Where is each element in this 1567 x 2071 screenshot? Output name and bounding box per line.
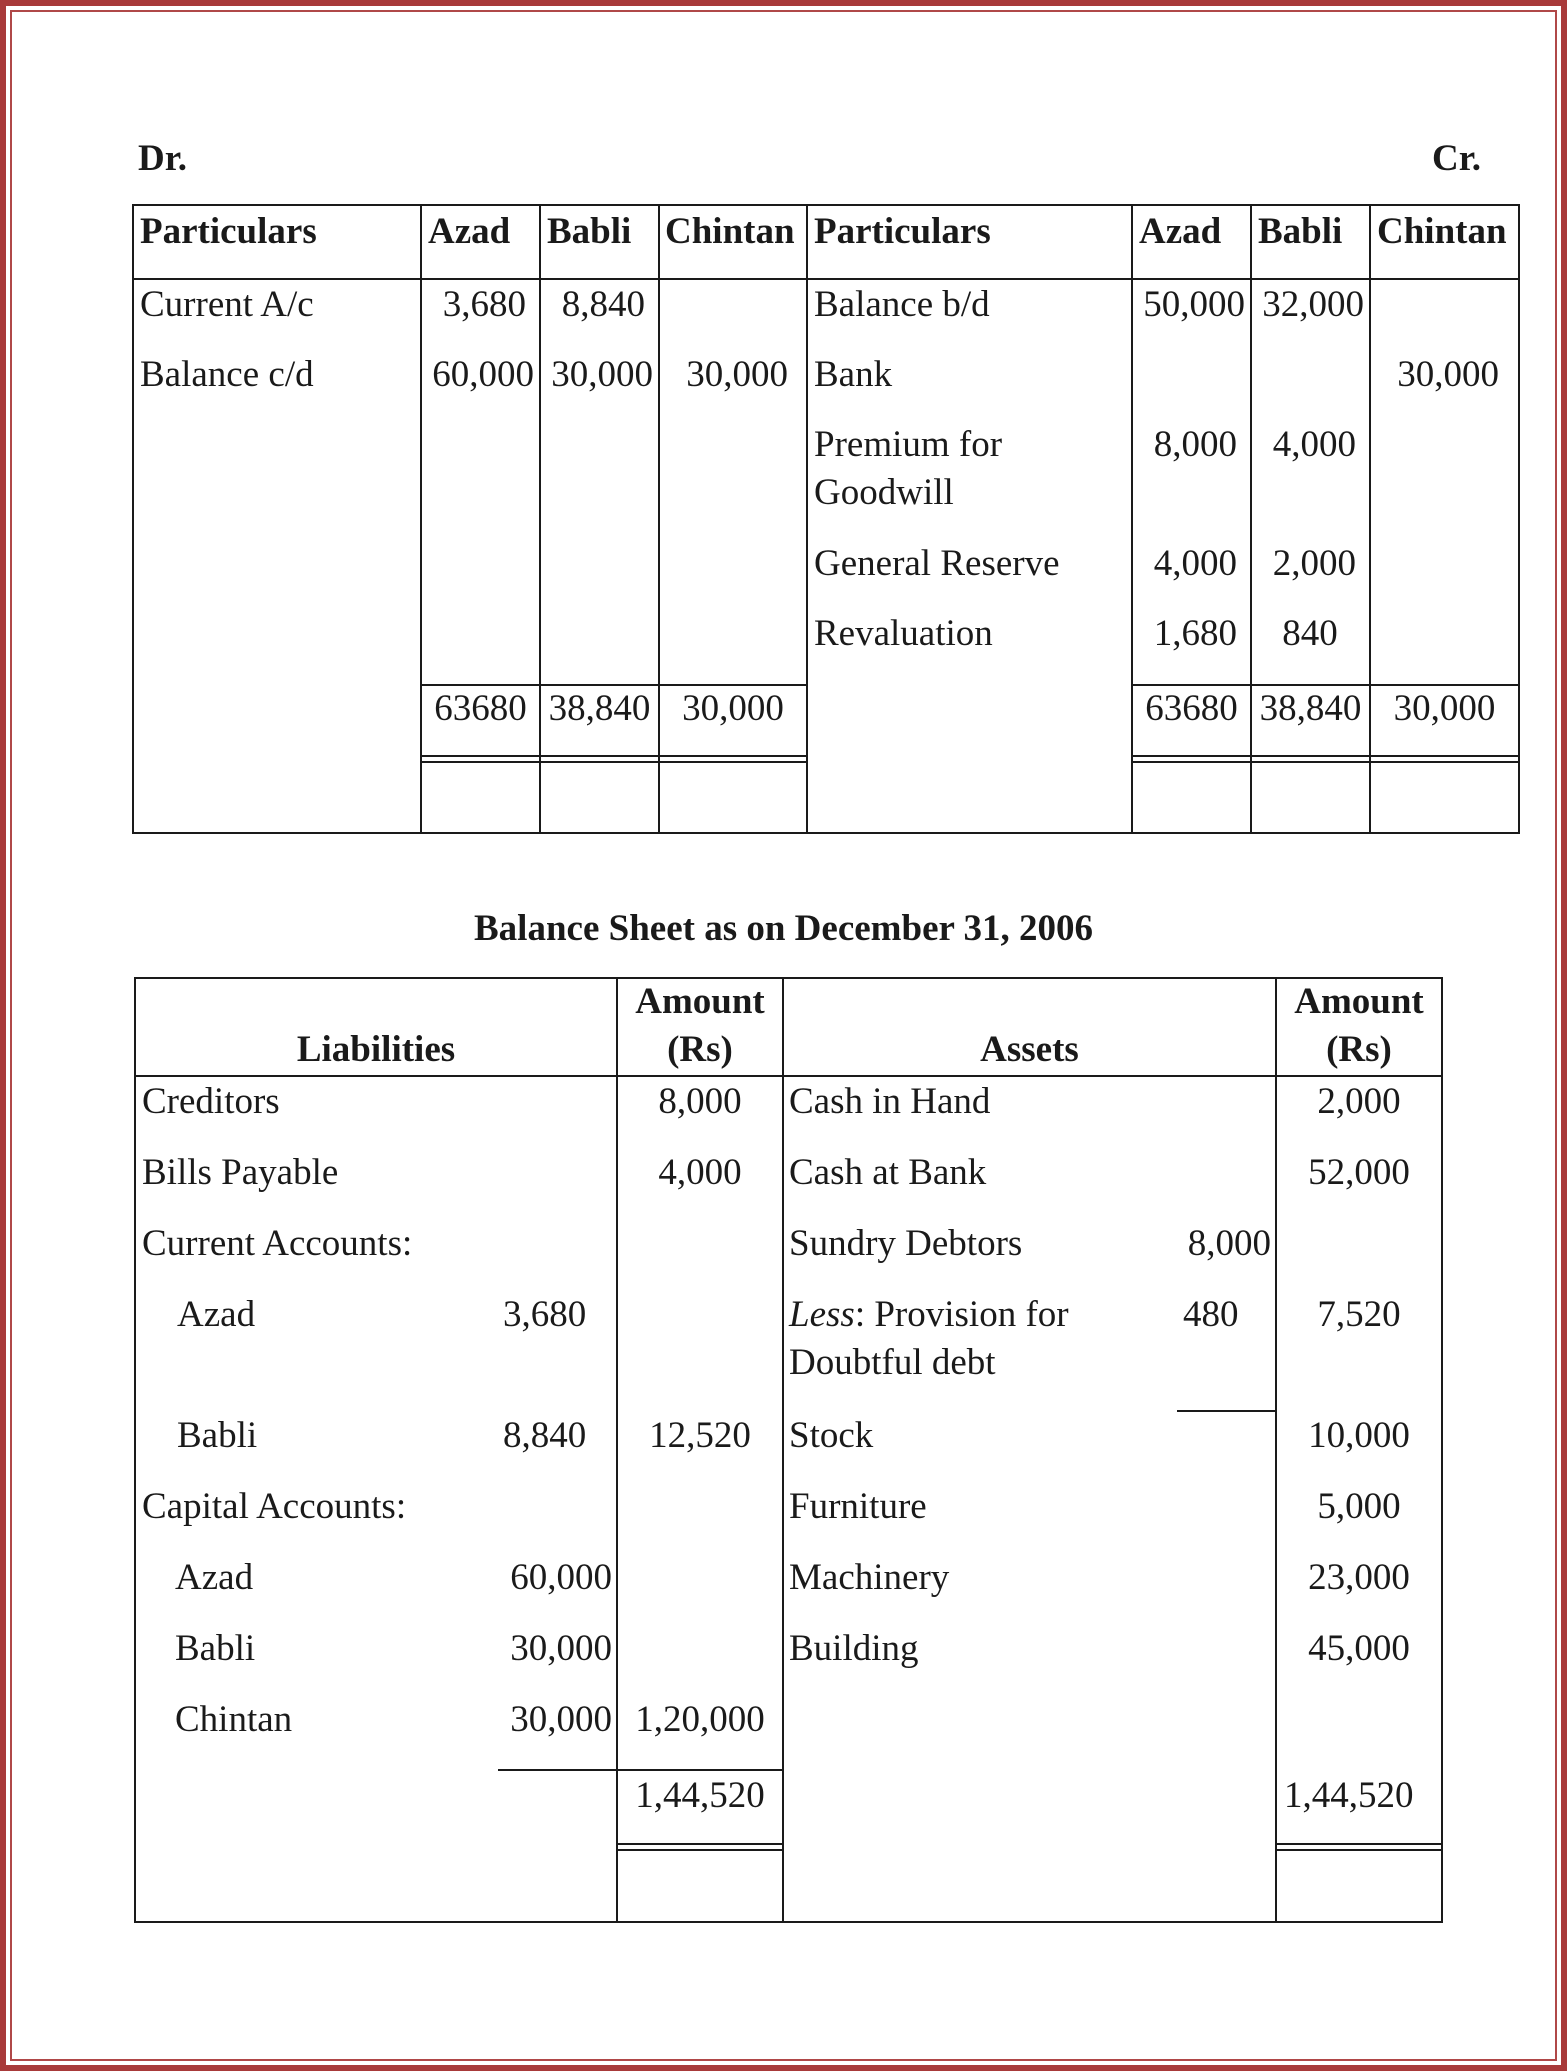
table-bottom-border: [134, 1921, 1443, 1923]
row-babli: 30,000: [551, 354, 653, 395]
credit-total-chintan: 30,000: [1393, 688, 1496, 729]
balance-sheet-title: Balance Sheet as on December 31, 2006: [474, 908, 1093, 949]
header-azad: Azad: [1139, 211, 1222, 252]
liability-current-accounts: Current Accounts:: [142, 1223, 413, 1264]
col-divider: [658, 204, 660, 834]
row-particulars: Balance c/d: [140, 354, 314, 395]
header-bottom-border: [134, 1075, 1443, 1077]
debtors-subtotal-line: [1177, 1410, 1275, 1412]
col-divider: [806, 204, 808, 834]
header-chintan: Chintan: [1377, 211, 1507, 252]
current-account-azad-value: 3,680: [503, 1294, 587, 1335]
row-babli: 32,000: [1262, 284, 1364, 325]
liabilities-total-double-line: [616, 1843, 782, 1845]
debit-total-babli: 38,840: [548, 688, 651, 729]
less-label: Less: [789, 1294, 855, 1335]
debit-total-top-line: [420, 684, 808, 686]
table-top-border: [132, 204, 1520, 206]
liabilities-grand-total: 1,44,520: [635, 1775, 765, 1816]
assets-total-double-line: [1275, 1849, 1443, 1851]
asset-amount: 7,520: [1317, 1294, 1401, 1335]
left-border: [134, 977, 136, 1923]
asset-amount: 10,000: [1308, 1415, 1410, 1456]
header-chintan: Chintan: [665, 211, 795, 252]
asset-amount: 23,000: [1308, 1557, 1410, 1598]
capital-account-azad: Azad: [175, 1557, 254, 1598]
debit-total-chintan: 30,000: [682, 688, 784, 729]
row-babli: 4,000: [1272, 424, 1356, 465]
debit-total-azad: 63680: [434, 688, 527, 729]
header-amount: Amount: [635, 981, 765, 1022]
asset-amount: 52,000: [1308, 1152, 1410, 1193]
asset-cash-at-bank: Cash at Bank: [789, 1152, 987, 1193]
liability-creditors: Creditors: [142, 1081, 280, 1122]
table-top-border: [134, 977, 1443, 979]
row-azad: 60,000: [432, 354, 534, 395]
capital-account-babli: Babli: [175, 1628, 256, 1669]
header-particulars: Particulars: [140, 211, 317, 252]
left-border: [132, 204, 134, 834]
row-azad: 50,000: [1143, 284, 1245, 325]
row-particulars: General Reserve: [814, 543, 1060, 584]
header-amount-unit: (Rs): [667, 1029, 733, 1070]
asset-building: Building: [789, 1628, 919, 1669]
provision-label: : Provision for: [854, 1294, 1069, 1335]
row-chintan: 30,000: [686, 354, 788, 395]
assets-grand-total: 1,44,520: [1284, 1775, 1414, 1816]
credit-total-azad: 63680: [1145, 688, 1238, 729]
capital-account-azad-value: 60,000: [510, 1557, 612, 1598]
current-account-azad: Azad: [177, 1294, 256, 1335]
liability-amount: 8,000: [658, 1081, 742, 1122]
capital-account-chintan-value: 30,000: [510, 1699, 612, 1740]
liabilities-total-double-line: [616, 1849, 782, 1851]
credit-total-babli: 38,840: [1259, 688, 1362, 729]
current-accounts-total: 12,520: [649, 1415, 751, 1456]
assets-total-double-line: [1275, 1843, 1443, 1845]
asset-provision-line2: Doubtful debt: [789, 1342, 996, 1383]
header-bottom-border: [132, 278, 1520, 280]
dr-label: Dr.: [138, 138, 187, 179]
col-divider: [782, 977, 784, 1923]
row-azad: 8,000: [1153, 424, 1237, 465]
row-azad: 3,680: [442, 284, 526, 325]
cr-label: Cr.: [1432, 138, 1481, 179]
row-particulars: Revaluation: [814, 613, 993, 654]
header-amount: Amount: [1294, 981, 1424, 1022]
col-divider: [1369, 204, 1371, 834]
header-babli: Babli: [1258, 211, 1343, 252]
row-babli: 8,840: [561, 284, 645, 325]
row-babli: 840: [1282, 613, 1338, 654]
debit-total-double-line: [420, 755, 808, 757]
right-border: [1441, 977, 1443, 1923]
header-babli: Babli: [547, 211, 632, 252]
sundry-debtors-value: 8,000: [1187, 1223, 1271, 1264]
right-border: [1518, 204, 1520, 834]
row-particulars: Balance b/d: [814, 284, 990, 325]
liabilities-total-top-line: [498, 1769, 782, 1771]
header-azad: Azad: [428, 211, 511, 252]
header-assets: Assets: [980, 1029, 1079, 1070]
asset-machinery: Machinery: [789, 1557, 950, 1598]
credit-total-double-line: [1131, 761, 1520, 763]
row-particulars: Current A/c: [140, 284, 314, 325]
asset-furniture: Furniture: [789, 1486, 927, 1527]
capital-account-babli-value: 30,000: [510, 1628, 612, 1669]
credit-total-double-line: [1131, 755, 1520, 757]
provision-value: 480: [1183, 1294, 1239, 1335]
row-azad: 4,000: [1153, 543, 1237, 584]
row-particulars: Bank: [814, 354, 893, 395]
asset-stock: Stock: [789, 1415, 874, 1456]
asset-amount: 45,000: [1308, 1628, 1410, 1669]
row-babli: 2,000: [1272, 543, 1356, 584]
credit-total-top-line: [1131, 684, 1520, 686]
asset-provision: [789, 1296, 1069, 1333]
row-particulars: Premium for: [814, 424, 1003, 465]
capital-accounts-total: 1,20,000: [635, 1699, 765, 1740]
capital-account-chintan: Chintan: [175, 1699, 293, 1740]
debit-total-double-line: [420, 761, 808, 763]
liability-amount: 4,000: [658, 1152, 742, 1193]
row-chintan: 30,000: [1397, 354, 1499, 395]
liability-capital-accounts: Capital Accounts:: [142, 1486, 407, 1527]
table-bottom-border: [132, 832, 1520, 834]
asset-cash-in-hand: Cash in Hand: [789, 1081, 991, 1122]
row-particulars-line2: Goodwill: [814, 472, 954, 513]
header-liabilities: Liabilities: [296, 1029, 456, 1070]
current-account-babli-value: 8,840: [503, 1415, 587, 1456]
header-particulars: Particulars: [814, 211, 991, 252]
asset-amount: 2,000: [1317, 1081, 1401, 1122]
liability-bills-payable: Bills Payable: [142, 1152, 339, 1193]
asset-amount: 5,000: [1317, 1486, 1401, 1527]
asset-sundry-debtors: Sundry Debtors: [789, 1223, 1023, 1264]
current-account-babli: Babli: [177, 1415, 258, 1456]
row-azad: 1,680: [1153, 613, 1237, 654]
header-amount-unit: (Rs): [1326, 1029, 1392, 1070]
